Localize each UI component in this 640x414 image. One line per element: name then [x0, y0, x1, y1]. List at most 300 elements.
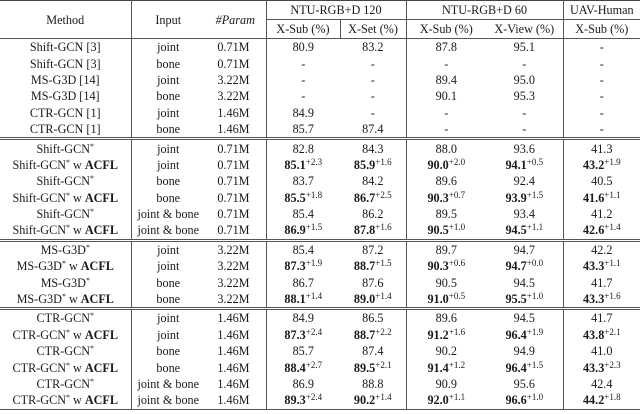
value-cell: -	[340, 105, 406, 121]
param-cell: 1.46M	[205, 121, 266, 139]
value-cell: -	[599, 105, 604, 120]
param-cell: 3.22M	[205, 274, 266, 290]
value-cell	[486, 222, 563, 240]
reimplemented-mark: *	[90, 207, 94, 217]
value-cell	[563, 258, 640, 274]
table-row	[0, 206, 640, 222]
improvement-delta: +2.2	[375, 326, 392, 337]
value-cell: -	[599, 89, 604, 104]
value-cell	[406, 392, 486, 409]
value-cell: 87.4	[340, 343, 406, 359]
method-base: CTR-GCN	[36, 311, 90, 326]
with-word: w	[73, 393, 82, 408]
improvement-delta: +1.6	[375, 156, 392, 167]
value-cell: 42.2	[563, 240, 640, 258]
param-cell: 3.22M	[205, 72, 266, 88]
value-cell: 93.6	[486, 139, 563, 157]
param-cell: 1.46M	[205, 359, 266, 375]
improvement-delta: +2.1	[604, 326, 621, 337]
value-cell	[486, 392, 563, 409]
value-cell: -	[340, 88, 406, 104]
value-cell: 41.2	[591, 207, 613, 222]
input-cell: joint & bone	[131, 392, 205, 409]
value-cell: 85.7	[292, 122, 314, 137]
value-cell: -	[444, 56, 449, 71]
value-cell: 89.7	[406, 240, 486, 258]
value-cell: 86.9	[292, 377, 314, 391]
value: 95.5	[505, 292, 527, 307]
value: 91.4	[427, 360, 449, 375]
value-cell: 85.7	[292, 344, 314, 359]
param-cell: 0.71M	[205, 190, 266, 206]
value-cell	[563, 291, 640, 309]
value-cell: 94.5	[486, 274, 563, 290]
reimplemented-mark: *	[61, 259, 66, 269]
table-row	[0, 376, 640, 392]
reimplemented-mark: *	[61, 292, 66, 302]
input-cell: bone	[156, 275, 181, 290]
value-cell	[486, 157, 563, 173]
table-row	[0, 55, 640, 71]
value-cell	[486, 258, 563, 274]
reimplemented-mark: *	[66, 327, 70, 337]
reimplemented-mark: *	[90, 174, 94, 184]
value-cell	[486, 190, 563, 206]
value-cell	[266, 190, 340, 206]
value-cell: -	[599, 40, 604, 55]
param-cell: 1.46M	[205, 343, 266, 359]
improvement-delta: +1.1	[604, 189, 621, 200]
improvement-delta: +1.5	[375, 258, 392, 269]
improvement-delta: +1.5	[526, 189, 544, 200]
input-cell: joint	[131, 309, 205, 327]
input-cell: joint	[157, 105, 180, 120]
reimplemented-mark: *	[85, 275, 90, 285]
table-row	[0, 343, 640, 359]
method-cell	[0, 343, 131, 359]
improvement-delta: +1.1	[448, 392, 466, 403]
param-cell: 0.71M	[205, 39, 266, 56]
improvement-delta: +1.4	[305, 291, 323, 302]
acfl-label: ACFL	[84, 327, 118, 342]
improvement-delta: +1.6	[375, 222, 392, 233]
value-cell: 80.9	[292, 40, 314, 55]
method-cell	[0, 139, 131, 157]
value-cell	[406, 291, 486, 309]
value-cell	[340, 157, 406, 173]
method-cell: CTR-GCN [1]	[0, 121, 131, 139]
input-cell: bone	[156, 292, 181, 307]
method-base: Shift-GCN	[36, 141, 90, 156]
with-word: w	[73, 327, 82, 342]
table-row	[0, 121, 640, 139]
value: 88.7	[353, 327, 376, 342]
improvement-delta: +2.5	[375, 189, 392, 200]
table-row	[0, 39, 640, 56]
value-cell: 95.0	[486, 72, 563, 88]
value-cell: 83.7	[292, 174, 314, 189]
table-row	[0, 258, 640, 274]
value: 44.2	[582, 393, 605, 408]
method-cell	[0, 376, 131, 392]
improvement-delta: +1.8	[604, 392, 621, 403]
param-cell: 0.71M	[205, 222, 266, 240]
value-cell: 83.2	[340, 39, 406, 56]
acfl-label: ACFL	[84, 393, 118, 408]
reimplemented-mark: *	[90, 311, 94, 321]
value-cell: -	[301, 89, 306, 104]
value: 85.9	[353, 157, 376, 172]
input-cell: bone	[156, 174, 181, 189]
method-base: CTR-GCN	[12, 327, 66, 342]
improvement-delta: +1.9	[526, 326, 544, 337]
value-cell	[266, 258, 340, 274]
improvement-delta: +1.2	[448, 359, 466, 370]
value: 89.0	[353, 292, 376, 307]
input-cell: bone	[156, 89, 181, 104]
value-cell	[486, 359, 563, 375]
value-cell: 87.4	[340, 121, 406, 139]
value-cell	[340, 190, 406, 206]
with-word: w	[68, 292, 78, 307]
value: 88.7	[353, 259, 376, 274]
param-cell: 3.22M	[205, 88, 266, 104]
value: 43.3	[582, 259, 605, 274]
value-cell	[266, 157, 340, 173]
value-cell: -	[486, 55, 563, 71]
value-cell: -	[599, 72, 604, 87]
value-cell	[266, 359, 340, 375]
param-cell: 0.71M	[205, 206, 266, 222]
table-row	[0, 157, 640, 173]
table-row	[0, 105, 640, 121]
value: 87.3	[284, 259, 306, 274]
value-cell: 84.9	[266, 309, 340, 327]
improvement-delta: +1.4	[375, 392, 392, 403]
reimplemented-mark: *	[66, 360, 70, 370]
input-cell: bone	[156, 190, 181, 205]
value-cell: 86.7	[292, 275, 314, 290]
param-cell: 1.46M	[205, 105, 266, 121]
reimplemented-mark: *	[90, 377, 94, 386]
value-cell	[406, 258, 486, 274]
method-cell	[0, 190, 131, 206]
value-cell	[340, 222, 406, 240]
improvement-delta: +1.4	[604, 222, 621, 233]
value-cell: 93.4	[486, 206, 563, 222]
param-cell: 0.71M	[205, 139, 266, 157]
method-cell	[0, 291, 131, 309]
improvement-delta: +1.1	[526, 222, 544, 233]
param-cell: 0.71M	[205, 55, 266, 71]
value-cell: 41.3	[563, 139, 640, 157]
value-cell: 88.0	[406, 139, 486, 157]
method-cell: CTR-GCN [1]	[0, 105, 131, 121]
value: 90.2	[353, 393, 376, 408]
reimplemented-mark: *	[85, 242, 90, 252]
value: 87.3	[284, 327, 306, 342]
table-row	[0, 139, 640, 157]
method-base: MS-G3D	[16, 292, 62, 307]
with-word: w	[73, 157, 82, 172]
value: 88.4	[284, 360, 306, 375]
header-uav-xsub: X-Sub (%)	[563, 20, 640, 39]
method-cell	[0, 258, 131, 274]
reimplemented-mark: *	[90, 141, 94, 151]
value-cell: 95.1	[486, 39, 563, 56]
improvement-delta: +1.4	[375, 291, 392, 302]
improvement-delta: +1.0	[526, 291, 544, 302]
improvement-delta: +2.1	[375, 359, 392, 370]
param-cell: 1.46M	[205, 376, 266, 392]
table-row	[0, 327, 640, 343]
value: 94.5	[505, 223, 527, 238]
value: 91.0	[427, 292, 449, 307]
value-cell	[563, 190, 640, 206]
param-cell: 1.46M	[205, 392, 266, 409]
value-cell	[563, 157, 640, 173]
value: 86.9	[284, 223, 306, 238]
value-cell	[406, 359, 486, 375]
header-param: #Param	[205, 1, 266, 39]
value: 90.5	[427, 223, 449, 238]
value-cell: 89.6	[406, 309, 486, 327]
value: 93.9	[505, 190, 527, 205]
value-cell	[563, 222, 640, 240]
method-cell	[0, 359, 131, 375]
with-word: w	[68, 259, 78, 274]
value-cell: -	[340, 72, 406, 88]
value: 85.5	[284, 190, 306, 205]
value-cell	[486, 291, 563, 309]
value-cell	[563, 327, 640, 343]
value: 90.0	[427, 157, 449, 172]
improvement-delta: +0.6	[448, 258, 466, 269]
value-cell: -	[599, 122, 604, 137]
method-cell	[0, 327, 131, 343]
method-base: Shift-GCN	[12, 157, 66, 172]
table-row	[0, 274, 640, 290]
value: 96.4	[505, 327, 527, 342]
value-cell	[266, 291, 340, 309]
value: 43.3	[582, 360, 605, 375]
value-cell: -	[340, 55, 406, 71]
value-cell: 89.5	[435, 207, 457, 222]
improvement-delta: +1.0	[526, 392, 544, 403]
improvement-delta: +2.7	[305, 359, 323, 370]
method-cell: MS-G3D [14]	[0, 72, 131, 88]
value-cell	[340, 327, 406, 343]
value: 94.1	[505, 157, 527, 172]
value-cell	[340, 291, 406, 309]
value-cell	[563, 359, 640, 375]
improvement-delta: +2.3	[305, 156, 323, 167]
improvement-delta: +0.7	[448, 189, 466, 200]
value-cell: 90.5	[435, 275, 457, 290]
param-cell: 1.46M	[205, 309, 266, 327]
acfl-label: ACFL	[80, 259, 114, 274]
table-body	[0, 39, 640, 410]
value: 89.5	[353, 360, 376, 375]
improvement-delta: +1.0	[448, 222, 466, 233]
method-cell	[0, 274, 131, 290]
improvement-delta: +2.0	[448, 156, 466, 167]
method-cell	[0, 173, 131, 189]
improvement-delta: +1.5	[526, 359, 544, 370]
value: 87.8	[353, 223, 376, 238]
improvement-delta: +0.0	[526, 258, 544, 269]
value-cell: -	[599, 56, 604, 71]
input-cell: bone	[156, 344, 181, 359]
with-word: w	[73, 360, 82, 375]
improvement-delta: +1.9	[305, 258, 323, 269]
method-base: MS-G3D	[40, 242, 86, 257]
acfl-label: ACFL	[84, 360, 118, 375]
value-cell: 90.2	[435, 344, 457, 359]
value-cell: 90.1	[435, 89, 457, 104]
method-cell	[0, 240, 131, 258]
value-cell	[266, 222, 340, 240]
table-row	[0, 240, 640, 258]
method-base: CTR-GCN	[36, 377, 90, 391]
value-cell	[340, 258, 406, 274]
improvement-delta: +1.6	[604, 291, 621, 302]
value-cell: 40.5	[591, 174, 613, 189]
value-cell	[406, 190, 486, 206]
value-cell: 89.4	[435, 72, 457, 87]
value: 96.4	[505, 360, 527, 375]
value-cell: 90.9	[435, 377, 457, 391]
value-cell: 41.7	[563, 309, 640, 327]
value-cell	[563, 392, 640, 409]
table-row	[0, 291, 640, 309]
value-cell: 84.9	[292, 105, 314, 120]
method-base: Shift-GCN	[36, 207, 90, 222]
method-cell	[0, 392, 131, 409]
method-base: MS-G3D	[16, 259, 62, 274]
value-cell: -	[486, 105, 563, 121]
value-cell: 42.4	[591, 377, 613, 391]
value-cell	[266, 327, 340, 343]
header-group-uav: UAV-Human	[563, 1, 640, 20]
value-cell	[340, 392, 406, 409]
table-row	[0, 173, 640, 189]
value-cell: 94.5	[486, 309, 563, 327]
improvement-delta: +2.4	[305, 392, 323, 403]
input-cell: joint & bone	[137, 207, 200, 222]
method-base: Shift-GCN	[12, 223, 66, 238]
reimplemented-mark: *	[90, 344, 94, 354]
param-cell: 0.71M	[205, 157, 266, 173]
value-cell: 95.6	[486, 376, 563, 392]
value-cell	[406, 222, 486, 240]
value: 92.0	[427, 393, 449, 408]
value: 43.3	[582, 292, 605, 307]
reimplemented-mark: *	[66, 223, 70, 233]
input-cell: joint	[157, 327, 180, 342]
improvement-delta: +1.6	[448, 326, 466, 337]
improvement-delta: +0.5	[526, 156, 544, 167]
header-method: Method	[0, 1, 131, 39]
value: 89.3	[284, 393, 306, 408]
improvement-delta: +2.4	[305, 326, 323, 337]
header-ntu60-xsub: X-Sub (%)	[406, 20, 486, 39]
method-cell	[0, 206, 131, 222]
value-cell: 94.9	[486, 343, 563, 359]
value: 91.2	[427, 327, 449, 342]
value-cell: -	[301, 72, 306, 87]
reimplemented-mark: *	[66, 393, 70, 403]
method-cell: MS-G3D [14]	[0, 88, 131, 104]
acfl-label: ACFL	[80, 292, 114, 307]
value-cell: 85.4	[292, 207, 314, 222]
value: 42.6	[582, 223, 605, 238]
header-group-ntu60: NTU-RGB+D 60	[406, 1, 563, 20]
acfl-label: ACFL	[84, 190, 118, 205]
value-cell: 86.2	[340, 206, 406, 222]
table-row	[0, 309, 640, 327]
method-base: Shift-GCN	[36, 174, 90, 189]
param-cell: 3.22M	[205, 258, 266, 274]
value-cell: 95.3	[486, 88, 563, 104]
value-cell: 88.8	[340, 376, 406, 392]
method-cell	[0, 309, 131, 327]
table-row	[0, 190, 640, 206]
table-row	[0, 88, 640, 104]
value-cell: 82.8	[266, 139, 340, 157]
improvement-delta: +1.8	[305, 189, 323, 200]
header-ntu120-xset: X-Set (%)	[340, 20, 406, 39]
table-row	[0, 392, 640, 409]
param-cell: 3.22M	[205, 291, 266, 309]
acfl-label: ACFL	[84, 157, 118, 172]
method-cell: Shift-GCN [3]	[0, 39, 131, 56]
improvement-delta: +2.3	[604, 359, 621, 370]
method-base: Shift-GCN	[12, 190, 66, 205]
value-cell: 84.3	[340, 139, 406, 157]
value-cell	[406, 157, 486, 173]
value-cell: 87.2	[340, 240, 406, 258]
input-cell: joint	[157, 157, 180, 172]
value-cell: 41.7	[591, 275, 613, 290]
improvement-delta: +1.5	[305, 222, 323, 233]
value-cell: -	[486, 121, 563, 139]
value-cell: 86.5	[340, 309, 406, 327]
improvement-delta: +1.1	[604, 258, 621, 269]
header-group-ntu120: NTU-RGB+D 120	[266, 1, 406, 20]
value-cell: 92.4	[486, 173, 563, 189]
method-base: CTR-GCN	[12, 360, 66, 375]
param-cell: 3.22M	[205, 240, 266, 258]
input-cell: bone	[156, 56, 181, 71]
input-cell: joint	[157, 72, 180, 87]
input-cell: bone	[156, 122, 181, 137]
value-cell	[340, 359, 406, 375]
acfl-label: ACFL	[84, 223, 118, 238]
method-cell: Shift-GCN [3]	[0, 55, 131, 71]
with-word: w	[73, 190, 82, 205]
reimplemented-mark: *	[66, 190, 70, 200]
value-cell	[406, 327, 486, 343]
value-cell: 41.0	[591, 344, 613, 359]
method-base: MS-G3D	[40, 275, 86, 290]
value-cell: -	[444, 105, 449, 120]
table-row	[0, 222, 640, 240]
value-cell: 84.2	[340, 173, 406, 189]
value-cell: 87.6	[340, 274, 406, 290]
improvement-delta: +0.5	[448, 291, 466, 302]
value: 85.1	[284, 157, 306, 172]
